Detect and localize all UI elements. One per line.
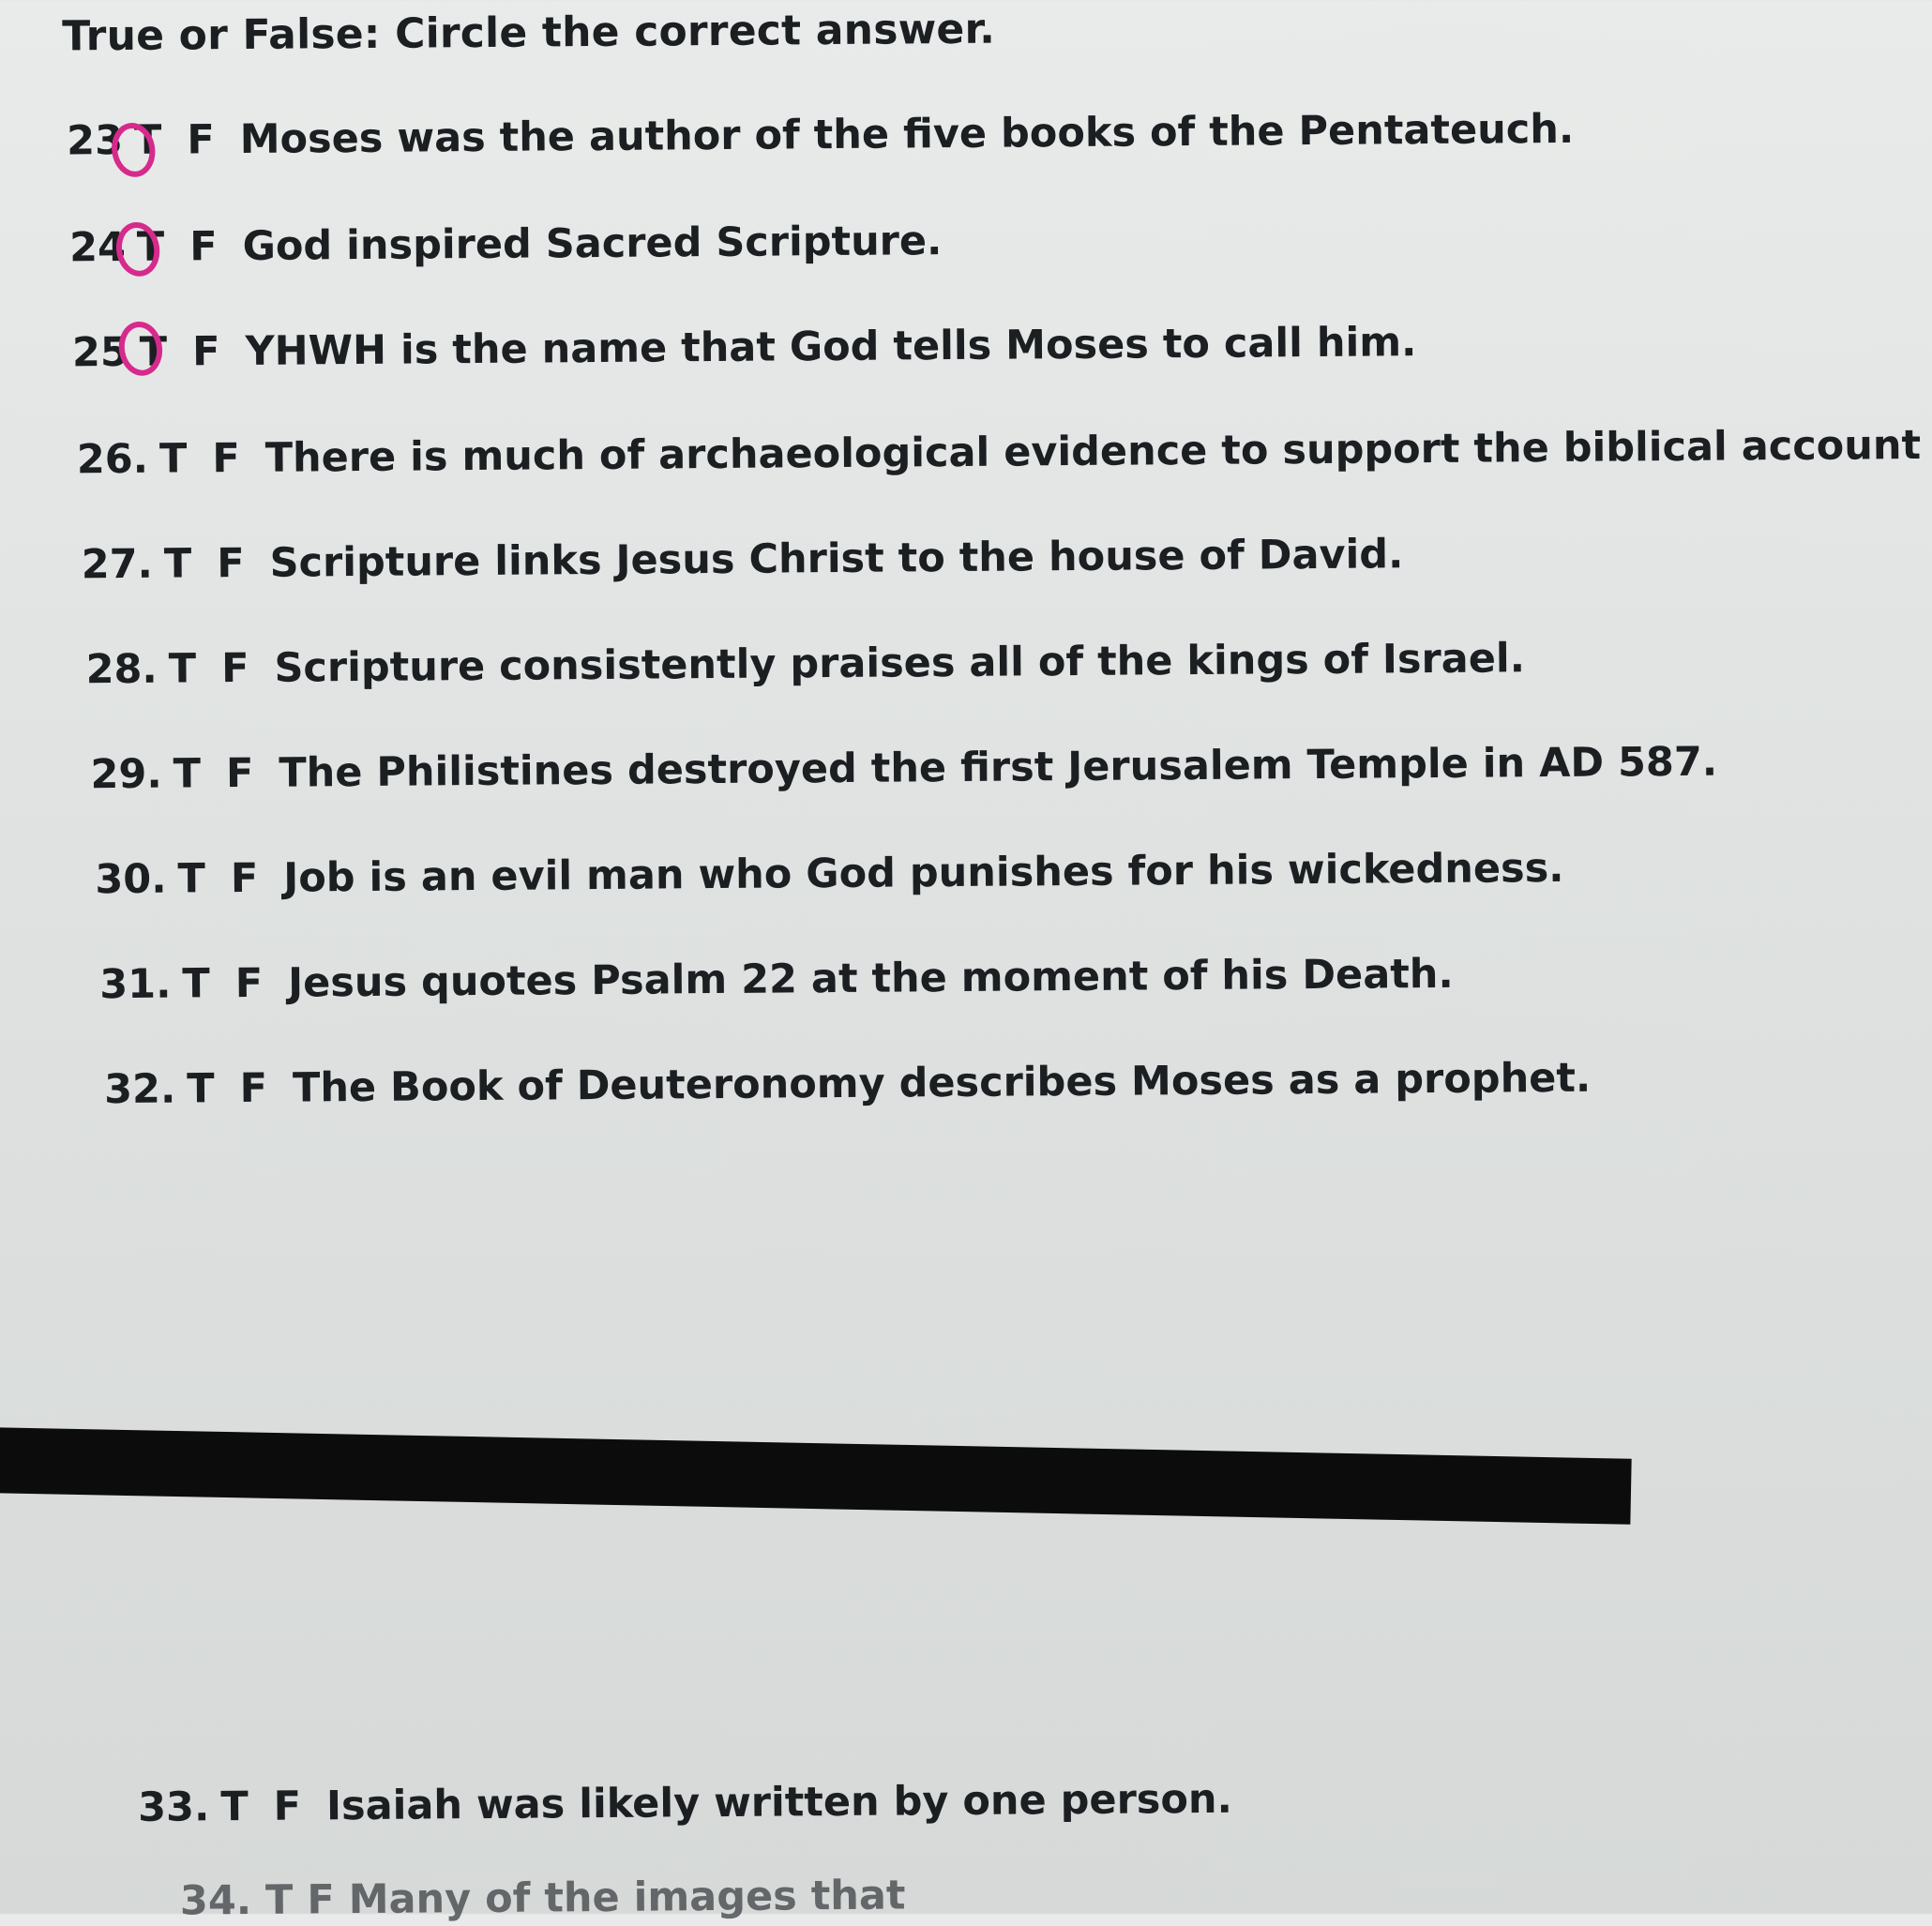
question-number: 30. <box>95 855 167 904</box>
question-number: 31. <box>99 960 172 1009</box>
question-text: Moses was the author of the five books of the Pentateuch. <box>239 105 1575 163</box>
true-option[interactable]: T <box>220 1783 249 1831</box>
question-number: 33. <box>137 1783 210 1831</box>
question-30 <box>95 845 1564 903</box>
question-27 <box>82 531 1404 588</box>
true-option[interactable]: T <box>139 328 168 376</box>
question-number: 25 <box>71 328 128 377</box>
question-number: 27. <box>81 540 154 589</box>
true-option[interactable]: T <box>177 855 206 903</box>
false-option[interactable]: F <box>187 116 215 164</box>
question-text: There is much of archaeological evidence to support the biblical account <box>264 421 1922 482</box>
question-31 <box>99 951 1454 1008</box>
question-text: Isaiah was likely written by one person. <box>325 1775 1233 1830</box>
true-option[interactable]: T <box>173 750 202 798</box>
question-number: 23 <box>66 116 124 165</box>
question-33 <box>138 1776 1232 1831</box>
true-option[interactable]: T <box>163 540 192 588</box>
question-26 <box>77 422 1922 483</box>
question-text: Job is an evil man who God punishes for his wickedness. <box>283 844 1564 902</box>
question-28 <box>85 635 1525 693</box>
true-option[interactable]: T <box>158 435 188 483</box>
true-option[interactable]: T <box>182 960 210 1008</box>
question-number: 29. <box>90 750 162 799</box>
question-text: The Philistines destroyed the first Jerusalem Temple in AD 587. <box>279 738 1718 797</box>
question-23 <box>67 106 1574 165</box>
question-text: Scripture consistently praises all of the kings of Israel. <box>274 635 1526 692</box>
false-option[interactable]: F <box>217 539 245 588</box>
false-option[interactable]: F <box>220 644 249 693</box>
question-text: The Book of Deuteronomy describes Moses as a prophet. <box>292 1054 1592 1112</box>
question-24 <box>69 218 943 271</box>
false-option[interactable]: F <box>239 1064 268 1113</box>
true-option[interactable]: T <box>133 116 162 164</box>
question-number: 26. <box>76 435 149 484</box>
partial-question-34: 34. T F Many of the images that <box>179 1872 906 1925</box>
question-text: Scripture links Jesus Christ to the house of David. <box>269 531 1404 587</box>
question-text: YHWH is the name that God tells Moses to call him. <box>245 319 1417 375</box>
question-32 <box>104 1055 1592 1113</box>
true-option[interactable]: T <box>136 223 165 271</box>
false-option[interactable]: F <box>230 854 259 903</box>
false-option[interactable]: F <box>191 328 220 376</box>
question-29 <box>90 739 1717 799</box>
question-text: Jesus quotes Psalm 22 at the moment of his Death. <box>287 950 1454 1007</box>
instruction-heading: True or False: Circle the correct answer. <box>62 5 996 61</box>
true-option[interactable]: T <box>168 645 197 693</box>
question-25 <box>72 319 1417 376</box>
false-option[interactable]: F <box>234 959 264 1008</box>
question-text: God inspired Sacred Scripture. <box>242 218 943 270</box>
true-option[interactable]: T <box>187 1065 215 1113</box>
question-number: 32. <box>103 1065 176 1114</box>
question-number: 28. <box>85 645 158 694</box>
false-option[interactable]: F <box>189 223 218 271</box>
false-option[interactable]: F <box>273 1783 302 1830</box>
false-option[interactable]: F <box>212 435 240 483</box>
false-option[interactable]: F <box>225 749 254 798</box>
question-number: 24 <box>68 223 127 272</box>
